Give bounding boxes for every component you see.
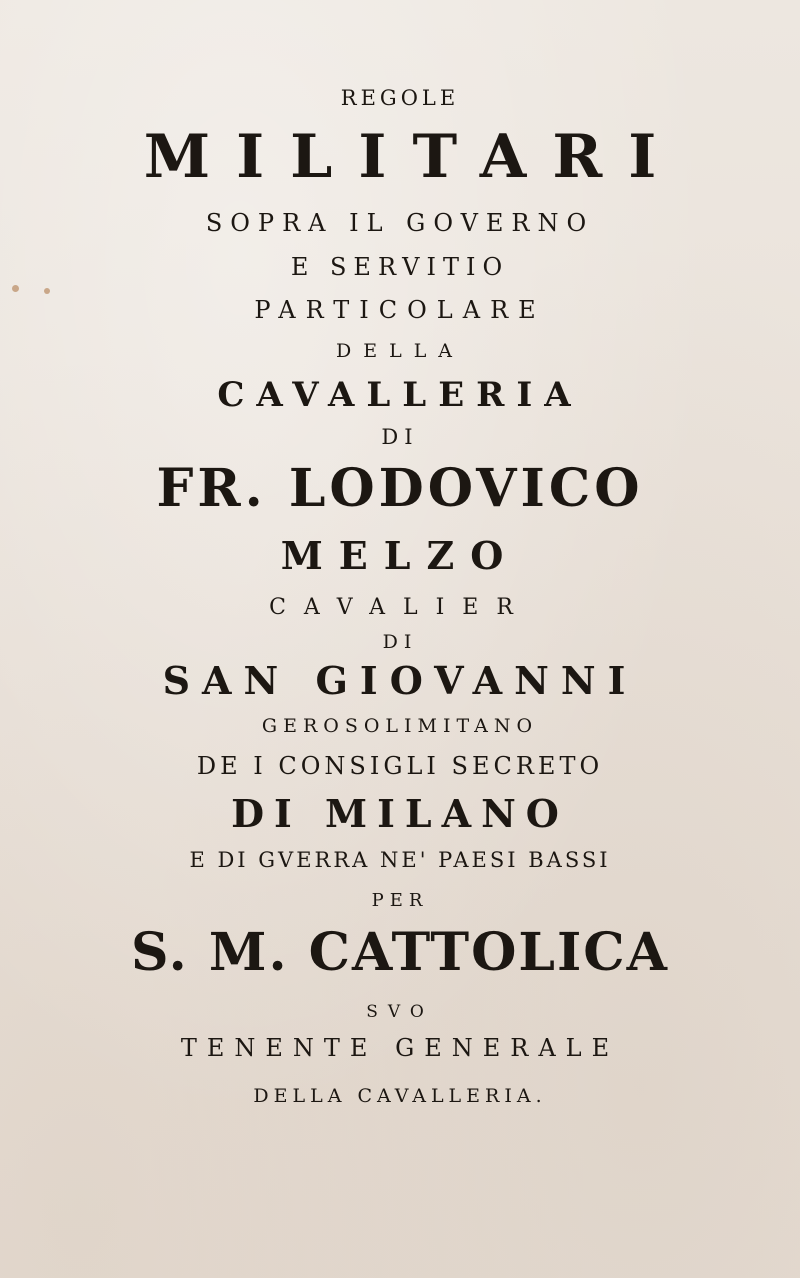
title-line-regole: REGOLE <box>340 86 460 110</box>
title-line-particolare: PARTICOLARE <box>254 296 546 324</box>
foxing-spot <box>44 288 50 294</box>
title-line-di-milano: DI MILANO <box>231 791 569 836</box>
title-line-cavalier: CAVALIER <box>269 595 531 620</box>
title-line-san-giovanni: SAN GIOVANNI <box>162 658 638 703</box>
title-line-della-cavalleria: DELLA CAVALLERIA. <box>253 1085 547 1107</box>
title-line-di-2: DI <box>382 631 418 653</box>
title-line-tenente-generale: TENENTE GENERALE <box>180 1034 620 1062</box>
title-line-della: DELLA <box>335 340 465 362</box>
title-line-sm-cattolica: S. M. CATTOLICA <box>130 922 669 983</box>
title-line-svo: SVO <box>366 1002 434 1022</box>
title-line-gerosolimitano: GEROSOLIMITANO <box>261 715 539 737</box>
title-line-di: DI <box>381 425 419 449</box>
title-line-militari: MILITARI <box>143 122 683 192</box>
foxing-spot <box>12 285 19 292</box>
title-line-per: PER <box>371 890 429 911</box>
title-line-melzo: MELZO <box>280 533 520 578</box>
title-line-sopra-il-governo: SOPRA IL GOVERNO <box>205 209 595 237</box>
title-line-e-servitio: E SERVITIO <box>290 253 510 281</box>
title-line-fr-lodovico: FR. LODOVICO <box>156 458 644 519</box>
title-line-e-di-guerra: E DI GVERRA NE' PAESI BASSI <box>189 848 611 872</box>
title-line-de-i-consigli-secreto: DE I CONSIGLI SECRETO <box>196 752 604 780</box>
title-line-cavalleria: CAVALLERIA <box>217 375 583 415</box>
